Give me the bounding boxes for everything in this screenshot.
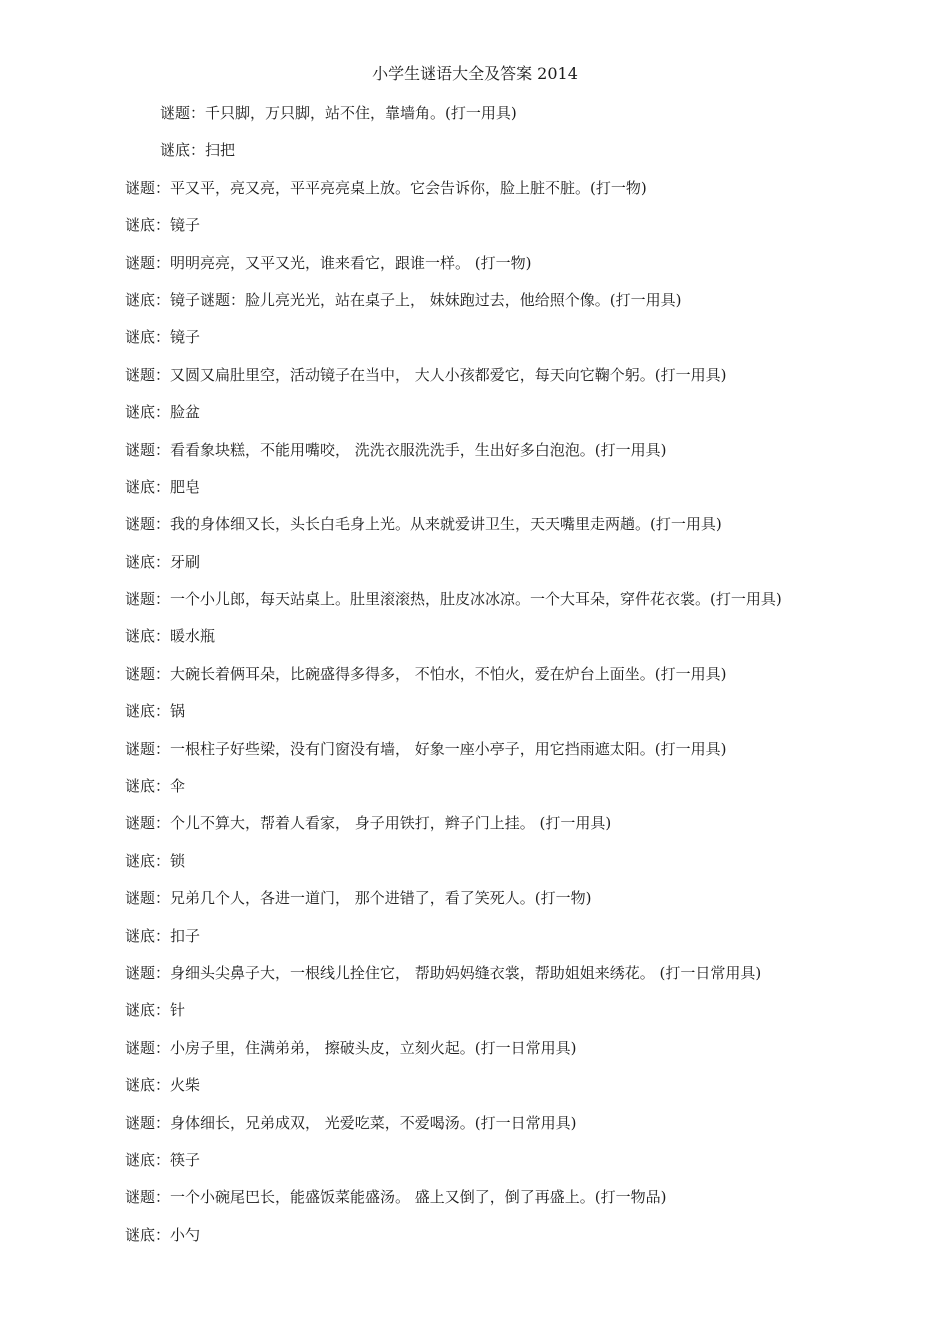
riddle-answer: 谜底：肥皂 <box>125 477 201 496</box>
riddle-answer: 谜底：扫把 <box>160 141 236 160</box>
riddle-question: 谜题：一根柱子好些梁，没有门窗没有墙， 好象一座小亭子，用它挡雨遮太阳。(打一用具) <box>125 739 727 758</box>
riddle-answer: 谜底：针 <box>125 1001 186 1020</box>
riddle-answer: 谜底：扣子 <box>125 926 201 945</box>
riddle-list <box>0 100 950 1259</box>
riddle-answer: 谜底：脸盆 <box>125 403 201 422</box>
riddle-question: 谜题：个儿不算大，帮着人看家， 身子用铁打，辫子门上挂。 (打一用具) <box>125 814 612 833</box>
riddle-answer-and-question: 谜底：镜子谜题：脸儿亮光光，站在桌子上， 妹妹跑过去，他给照个像。(打一用具) <box>125 290 682 309</box>
riddle-answer: 谜底：锅 <box>125 702 186 721</box>
riddle-question: 谜题：身细头尖鼻子大，一根线儿拴住它， 帮助妈妈缝衣裳，帮助姐姐来绣花。 (打一日常用具) <box>125 963 762 982</box>
riddle-question: 谜题：我的身体细又长，头长白毛身上光。从来就爱讲卫生，天天嘴里走两趟。(打一用具) <box>125 515 722 534</box>
riddle-question: 谜题：看看象块糕，不能用嘴咬， 洗洗衣服洗洗手，生出好多白泡泡。(打一用具) <box>125 440 667 459</box>
riddle-answer: 谜底：暖水瓶 <box>125 627 216 646</box>
riddle-answer: 谜底：镜子 <box>125 328 201 347</box>
riddle-question: 谜题：兄弟几个人，各进一道门， 那个进错了，看了笑死人。(打一物) <box>125 889 592 908</box>
riddle-answer: 谜底：锁 <box>125 851 186 870</box>
riddle-answer: 谜底：伞 <box>125 777 186 796</box>
riddle-answer: 谜底：火柴 <box>125 1076 201 1095</box>
riddle-question: 谜题：一个小儿郎，每天站桌上。肚里滚滚热，肚皮冰冰凉。一个大耳朵，穿件花衣裳。(打一用具) <box>125 590 782 609</box>
document-title: 小学生谜语大全及答案 2014 <box>372 64 578 83</box>
riddle-answer: 谜底：小勺 <box>125 1225 201 1244</box>
riddle-answer: 谜底：牙刷 <box>125 552 201 571</box>
riddle-question: 谜题：小房子里，住满弟弟， 擦破头皮，立刻火起。(打一日常用具) <box>125 1038 577 1057</box>
riddle-answer: 谜底：筷子 <box>125 1150 201 1169</box>
riddle-answer: 谜底：镜子 <box>125 216 201 235</box>
riddle-question: 谜题：身体细长，兄弟成双， 光爱吃菜，不爱喝汤。(打一日常用具) <box>125 1113 577 1132</box>
riddle-question: 谜题：又圆又扁肚里空，活动镜子在当中， 大人小孩都爱它，每天向它鞠个躬。(打一用具) <box>125 365 727 384</box>
riddle-question: 谜题：大碗长着俩耳朵，比碗盛得多得多， 不怕水，不怕火，爱在炉台上面坐。(打一用具) <box>125 664 727 683</box>
riddle-question: 谜题：平又平，亮又亮，平平亮亮桌上放。它会告诉你，脸上脏不脏。(打一物) <box>125 178 647 197</box>
riddle-question: 谜题：明明亮亮，又平又光，谁来看它，跟谁一样。 (打一物) <box>125 253 532 272</box>
riddle-question: 谜题：一个小碗尾巴长，能盛饭菜能盛汤。 盛上又倒了，倒了再盛上。(打一物品) <box>125 1188 667 1207</box>
riddle-question: 谜题：千只脚，万只脚，站不住，靠墙角。(打一用具) <box>160 104 517 122</box>
